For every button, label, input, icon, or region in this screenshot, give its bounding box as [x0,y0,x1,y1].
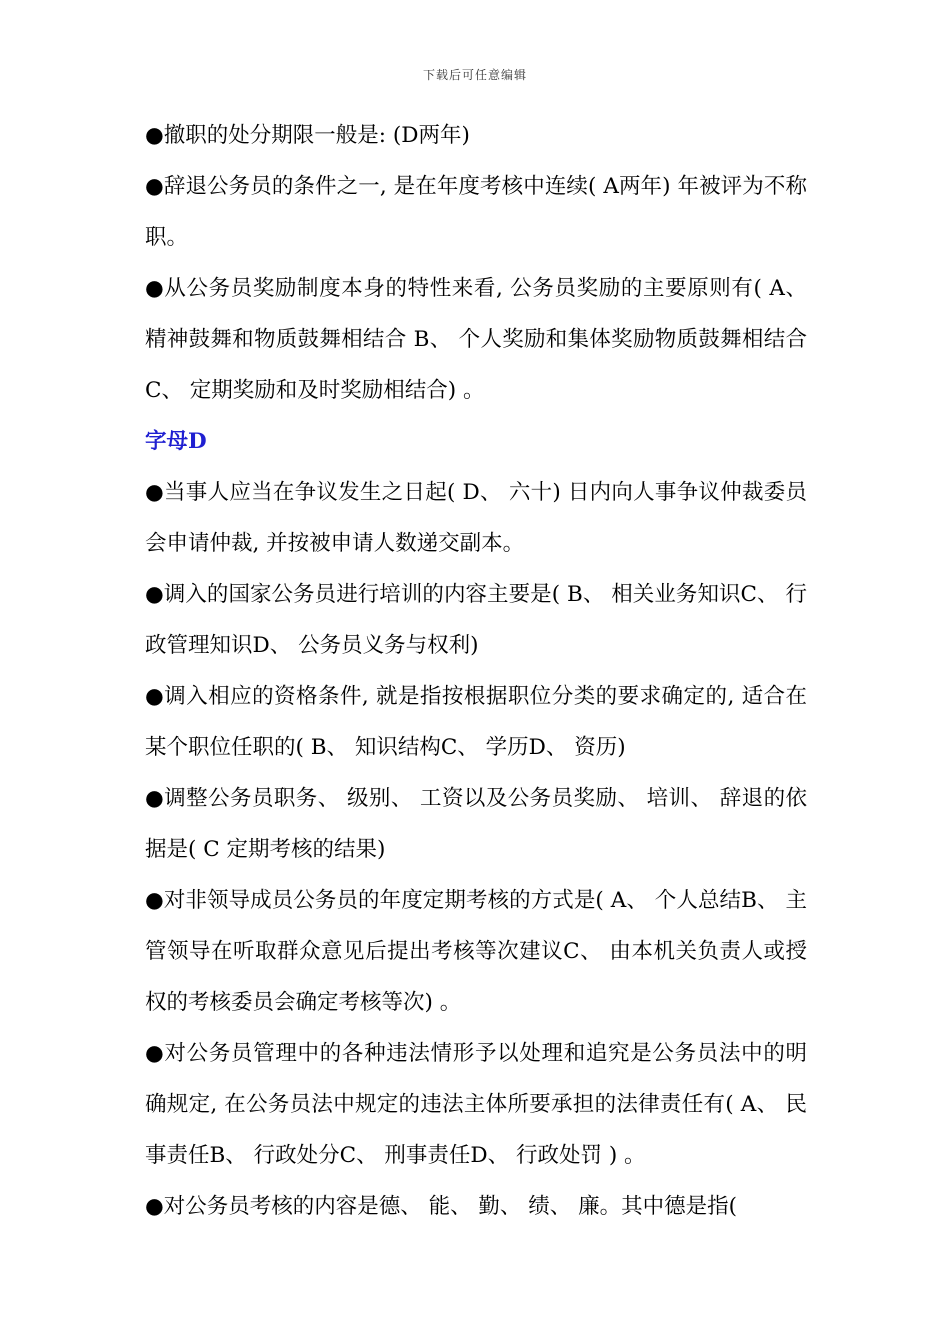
question-text: 调入的国家公务员进行培训的内容主要是( B、 相关业务知识C、 行政管理知识D、 公务员义务与权利) [145,582,807,658]
question-paragraph [145,875,807,1028]
question-text: 对非领导成员公务员的年度定期考核的方式是( A、 个人总结B、 主管领导在听取群众意见后提出考核等次建议C、 由本机关负责人或授权的考核委员会确定考核等次) 。 [145,888,807,1015]
bullet-icon: ● [145,174,164,199]
bullet-icon: ● [145,123,164,148]
bullet-icon: ● [145,1194,164,1219]
bullet-icon: ● [145,888,164,913]
question-text: 调整公务员职务、 级别、 工资以及公务员奖励、 培训、 辞退的依据是( C 定期考核的结果) [145,786,807,862]
document-body [145,110,807,1232]
question-paragraph [145,671,807,773]
question-paragraph [145,263,807,416]
bullet-icon: ● [145,276,165,301]
bullet-icon: ● [145,1041,165,1066]
question-text: 撤职的处分期限一般是: (D两年) [163,123,470,148]
question-text: 辞退公务员的条件之一, 是在年度考核中连续( A两年) 年被评为不称职。 [145,174,807,250]
question-text: 从公务员奖励制度本身的特性来看, 公务员奖励的主要原则有( A、 精神鼓舞和物质鼓舞相结合 B、 个人奖励和集体奖励物质鼓舞相结合 C、 定期奖励和及时奖励相结合) 。 [145,276,807,403]
question-paragraph [145,1181,807,1232]
question-text: 当事人应当在争议发生之日起( D、 六十) 日内向人事争议仲裁委员会申请仲裁, 并按被申请人数递交副本。 [145,480,807,556]
question-text: 调入相应的资格条件, 就是指按根据职位分类的要求确定的, 适合在某个职位任职的( B、 知识结构C、 学历D、 资历) [145,684,808,760]
question-paragraph [145,110,807,161]
question-text: 对公务员管理中的各种违法情形予以处理和追究是公务员法中的明确规定, 在公务员法中规定的违法主体所要承担的法律责任有( A、 民事责任B、 行政处分C、 刑事责任D、 行政处罚 ) 。 [145,1041,807,1168]
bullet-icon: ● [145,786,165,811]
question-paragraph [145,773,807,875]
question-paragraph [145,1028,807,1181]
bullet-icon: ● [145,684,165,709]
bullet-icon: ● [145,582,164,607]
question-paragraph [145,467,807,569]
section-heading: 字母D [145,429,207,454]
bullet-icon: ● [145,480,165,505]
question-text: 对公务员考核的内容是德、 能、 勤、 绩、 廉。其中德是指( [163,1194,737,1219]
question-paragraph [145,569,807,671]
page-header: 下载后可任意编辑 [422,68,527,82]
question-paragraph [145,161,807,263]
